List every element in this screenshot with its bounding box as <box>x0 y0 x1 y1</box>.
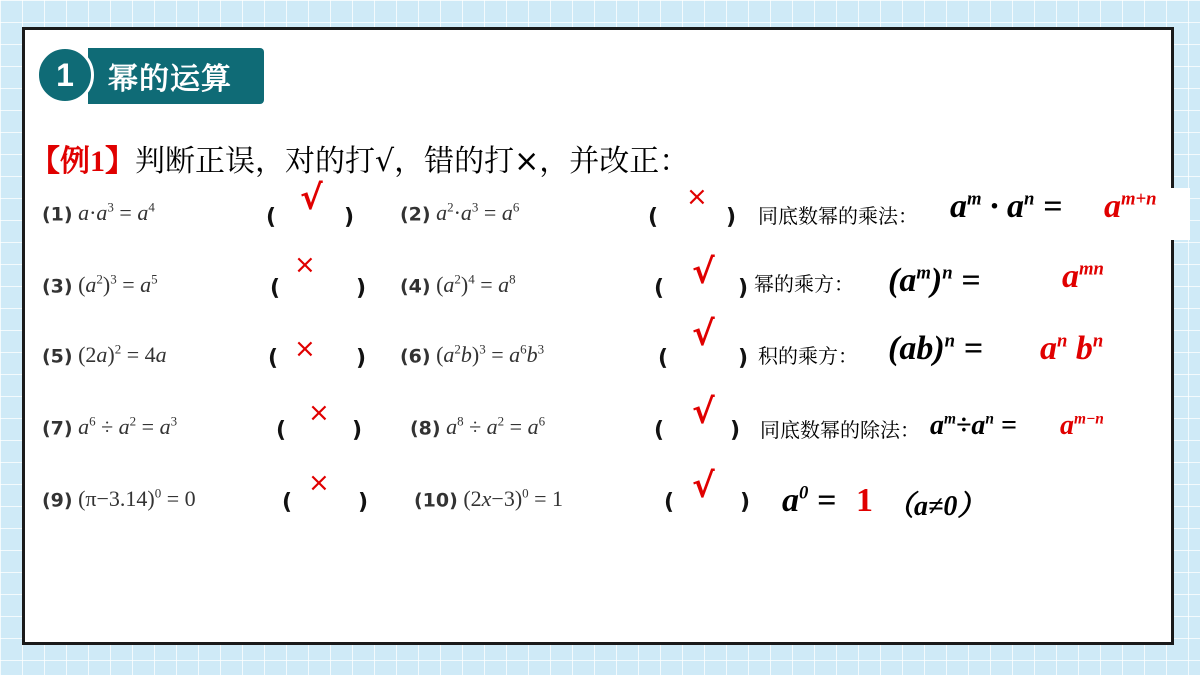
answer-mark-3: × <box>294 250 316 280</box>
rule-lhs-power: $(a^m)^n$ = <box>888 262 981 299</box>
answer-bracket-close: ) <box>344 205 355 230</box>
rule-condition-zero: （a≠0） <box>886 491 986 522</box>
rule-lhs-product: $a^m \cdot a^n$ = <box>950 188 1063 225</box>
rule-lhs-zero: $a^0$ = <box>782 482 837 519</box>
answer-bracket-close: ) <box>356 276 367 301</box>
problem-6: (6) $(a^2b)^3 = a^6b^3$ <box>400 342 545 368</box>
instruction-text: 判断正误，对的打√，错的打×，并改正： <box>135 144 690 179</box>
rule-rhs-power: $a^{mn}$ <box>1062 258 1104 295</box>
problem-3: (3) $(a^2)^3 = a^5$ <box>42 272 158 298</box>
answer-mark-4: √ <box>692 252 715 292</box>
answer-bracket-close: ) <box>740 490 751 515</box>
answer-bracket-close: ) <box>730 418 741 443</box>
answer-mark-7: × <box>308 398 330 428</box>
example-instruction <box>30 136 689 180</box>
rule-rhs-product-power: $a^n$ $b^n$ <box>1040 330 1104 367</box>
rule-rhs-quotient: $a^{m-n}$ <box>1060 410 1104 441</box>
rule-rhs-zero: 1 <box>856 482 873 519</box>
answer-bracket-close: ) <box>356 346 367 371</box>
answer-bracket-open: ( <box>266 205 277 230</box>
answer-bracket-open: ( <box>270 276 281 301</box>
answer-bracket-open: ( <box>654 418 665 443</box>
answer-mark-10: √ <box>692 466 715 506</box>
answer-bracket-close: ) <box>358 490 369 515</box>
answer-bracket-close: ) <box>352 418 363 443</box>
answer-mark-2: × <box>686 182 708 212</box>
rule-rhs-product: $a^{m+n}$ <box>1104 188 1157 225</box>
example-tag: 【例1】 <box>30 145 135 178</box>
answer-mark-6: √ <box>692 314 715 354</box>
answer-bracket-open: ( <box>658 346 669 371</box>
rule-label-product: 同底数幂的乘法： <box>758 204 918 228</box>
rule-lhs-quotient: $a^m\div a^n$ = <box>930 410 1017 441</box>
answer-bracket-open: ( <box>664 490 675 515</box>
content-frame <box>22 27 1174 645</box>
rule-label-product-power: 积的乘方： <box>758 344 858 368</box>
section-number-badge: 1 <box>36 46 94 104</box>
answer-bracket-close: ) <box>726 205 737 230</box>
problem-10: (10) $(2x-3)^0 = 1$ <box>414 486 564 512</box>
answer-bracket-open: ( <box>276 418 287 443</box>
problem-1: (1) $a\cdot a^3 = a^4$ <box>42 200 155 226</box>
answer-mark-5: × <box>294 334 316 364</box>
problem-5: (5) $(2a)^2 = 4a$ <box>42 342 167 368</box>
answer-bracket-open: ( <box>268 346 279 371</box>
answer-bracket-open: ( <box>648 205 659 230</box>
answer-bracket-close: ) <box>738 276 749 301</box>
rule-label-power: 幂的乘方： <box>754 272 854 296</box>
answer-bracket-close: ) <box>738 346 749 371</box>
rule-lhs-product-power: (ab)$^n$ = <box>888 330 983 367</box>
section-title: 幂的运算 <box>88 48 264 104</box>
problem-4: (4) $(a^2)^4 = a^8$ <box>400 272 516 298</box>
problem-9: (9) $(\pi-3.14)^0 = 0$ <box>42 486 196 512</box>
answer-mark-9: × <box>308 468 330 498</box>
problem-2: (2) $a^2\cdot a^3 = a^6$ <box>400 200 520 226</box>
answer-mark-8: √ <box>692 392 715 432</box>
problem-7: (7) $a^6 \div a^2 = a^3$ <box>42 414 178 440</box>
rule-label-quotient: 同底数幂的除法： <box>760 418 920 442</box>
answer-bracket-open: ( <box>282 490 293 515</box>
answer-bracket-open: ( <box>654 276 665 301</box>
answer-mark-1: √ <box>300 178 323 218</box>
problem-8: (8) $a^8 \div a^2 = a^6$ <box>410 414 546 440</box>
